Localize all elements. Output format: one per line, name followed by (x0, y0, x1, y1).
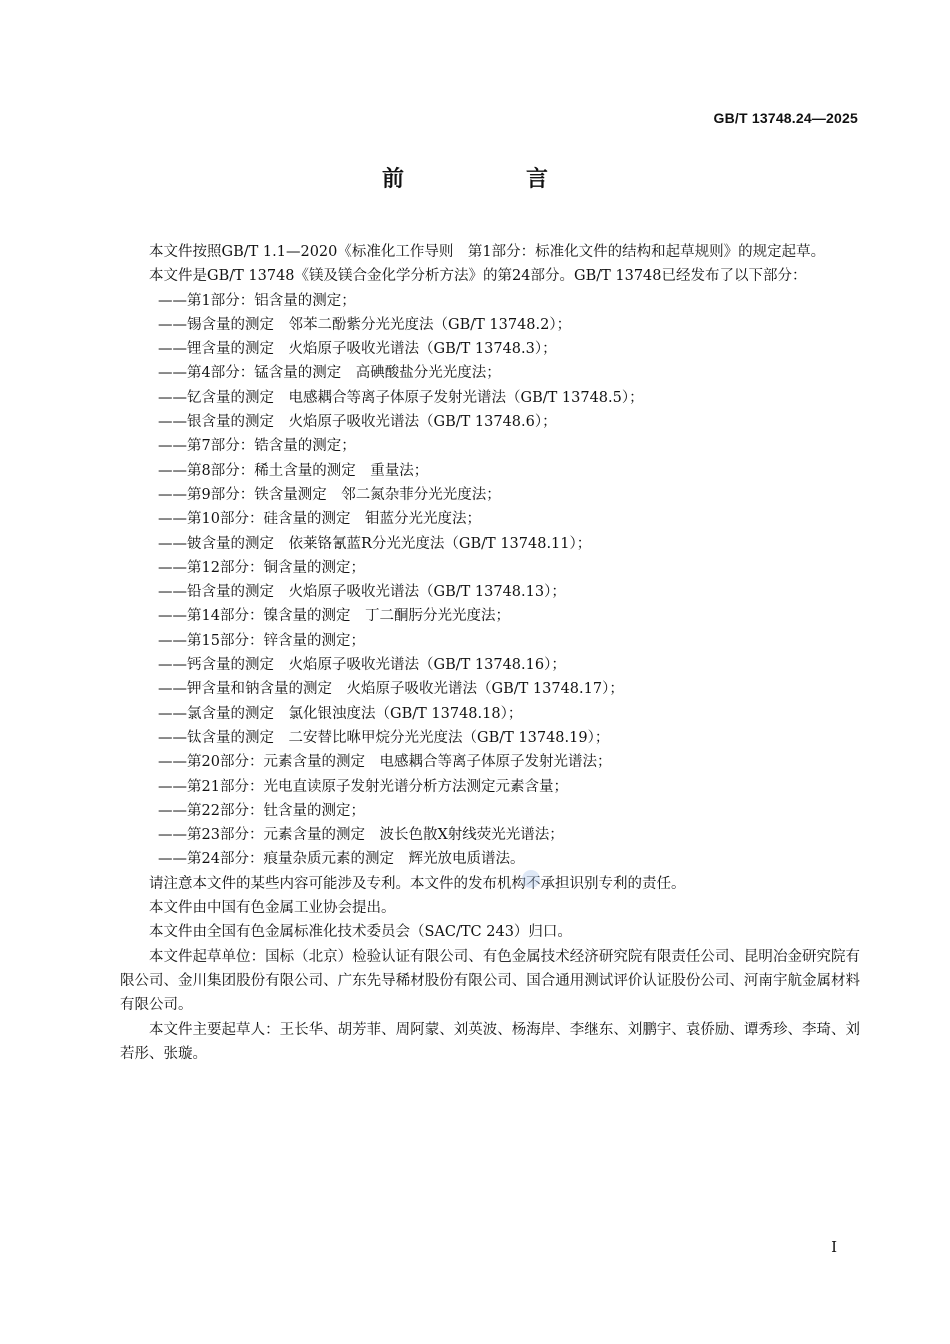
list-item: ——铅含量的测定 火焰原子吸收光谱法（GB/T 13748.13）； (158, 584, 566, 601)
drafting-units-paragraph: 本文件起草单位：国标（北京）检验认证有限公司、有色金属技术经济研究院有限责任公司、昆明冶金研究院有限公司、金川集团股份有限公司、广东先导稀材股份有限公司、国合通用测试评价认证股份公司、河南宇航金属材料有限公司。 (120, 948, 860, 1014)
intro-paragraph: 本文件是GB/T 13748《镁及镁合金化学分析方法》的第24部分。GB/T 13748已经发布了以下部分： (149, 268, 807, 285)
patent-notice: 请注意本文件的某些内容可能涉及专利。本文件的发布机构不承担识别专利的责任。 (149, 875, 686, 892)
list-item: ——钛含量的测定 二安替比咻甲烷分光光度法（GB/T 13748.19）； (158, 729, 610, 746)
parts-list (120, 289, 860, 872)
list-item: ——钇含量的测定 电感耦合等离子体原子发射光谱法（GB/T 13748.5）； (158, 389, 644, 406)
list-item: ——第22部分：钍含量的测定； (158, 802, 365, 819)
list-item: ——银含量的测定 火焰原子吸收光谱法（GB/T 13748.6）； (158, 414, 557, 431)
list-item: ——第1部分：铝含量的测定； (158, 292, 356, 309)
foreword-body (120, 240, 860, 1066)
list-item: ——第24部分：痕量杂质元素的测定 辉光放电质谱法。 (158, 851, 525, 868)
list-item: ——锡含量的测定 邻苯二酚紫分光光度法（GB/T 13748.2）； (158, 316, 572, 333)
list-item: ——第21部分：光电直读原子发射光谱分析方法测定元素含量； (158, 778, 568, 795)
list-item: ——第20部分：元素含量的测定 电感耦合等离子体原子发射光谱法； (158, 754, 612, 771)
intro-paragraph: 本文件按照GB/T 1.1—2020《标准化工作导则 第1部分：标准化文件的结构和起草规则》的规定起草。 (149, 244, 826, 260)
committee-paragraph: 本文件由全国有色金属标准化技术委员会（SAC/TC 243）归口。 (149, 924, 572, 941)
list-item: ——第14部分：镍含量的测定 丁二酮肟分光光度法； (158, 608, 510, 625)
proposer-paragraph: 本文件由中国有色金属工业协会提出。 (149, 900, 396, 917)
page-number: I (831, 1238, 837, 1256)
list-item: ——第8部分：稀土含量的测定 重量法； (158, 462, 429, 479)
list-item: ——铍含量的测定 依莱铬氰蓝R分光光度法（GB/T 13748.11）； (158, 535, 592, 552)
list-item: ——第10部分：硅含量的测定 钼蓝分光光度法； (158, 511, 481, 528)
page-title: 前 言 (381, 167, 598, 192)
list-item: ——锂含量的测定 火焰原子吸收光谱法（GB/T 13748.3）； (158, 341, 557, 358)
list-item: ——氯含量的测定 氯化银浊度法（GB/T 13748.18）； (158, 705, 523, 722)
drafters-paragraph: 本文件主要起草人：王长华、胡芳菲、周阿蒙、刘英波、杨海岸、李继东、刘鹏宇、袁侨励、谭秀珍、李琦、刘若彤、张璇。 (120, 1021, 860, 1062)
watermark-mark (522, 870, 540, 888)
standard-code: GB/T 13748.24—2025 (713, 110, 858, 126)
list-item: ——第9部分：铁含量测定 邻二氮杂菲分光光度法； (158, 486, 501, 503)
list-item: ——第23部分：元素含量的测定 波长色散X射线荧光光谱法； (158, 827, 564, 844)
list-item: ——钾含量和钠含量的测定 火焰原子吸收光谱法（GB/T 13748.17）； (158, 681, 624, 698)
list-item: ——第4部分：锰含量的测定 高碘酸盐分光光度法； (158, 365, 501, 382)
list-item: ——第15部分：锌含量的测定； (158, 632, 365, 649)
list-item: ——钙含量的测定 火焰原子吸收光谱法（GB/T 13748.16）； (158, 657, 566, 674)
list-item: ——第12部分：铜含量的测定； (158, 559, 365, 576)
list-item: ——第7部分：锆含量的测定； (158, 438, 356, 455)
